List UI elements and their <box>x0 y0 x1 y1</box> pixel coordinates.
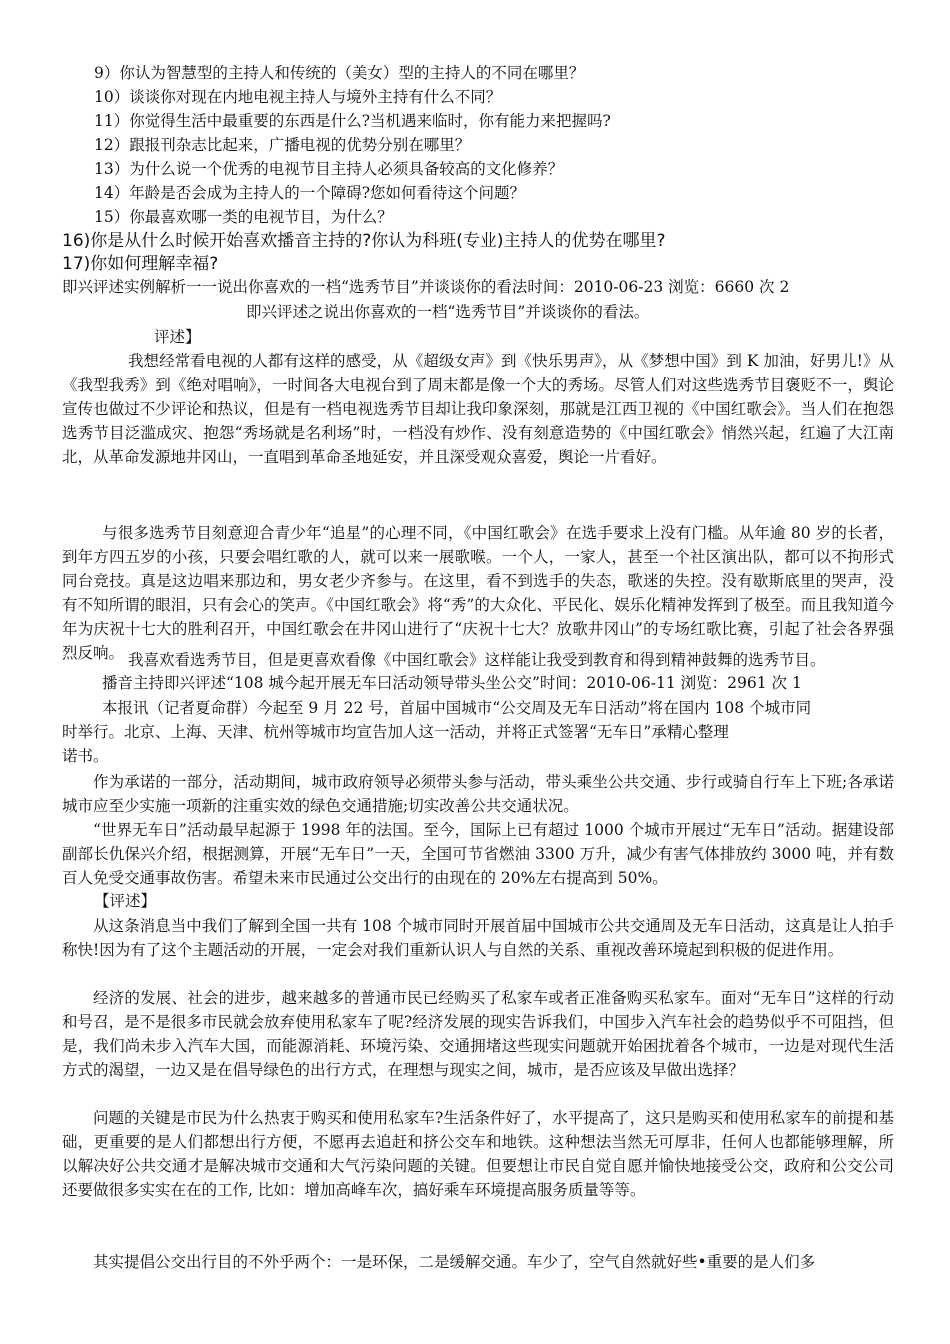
article2-paragraph-4: 其实提倡公交出行目的不外乎两个：一是环保，二是缓解交通。车少了，空气自然就好些•重要的是人们多 <box>93 1253 816 1271</box>
article1-paragraph-2: 与很多选秀节目刻意迎合青少年“追星”的心理不同，《中国红歌会》在选手要求上没有门槛。从年逾 80 岁的长者，到年方四五岁的小孩，只要会唱红歌的人，就可以来一展歌喉。一个人，一家人，甚至一个社区演出队，都可以不拘形式同台竞技。真是这边唱来那边和，男女老少齐参与。在这里，看不到选手的失态，歌迷的失控。没有歇斯底里的哭声，没有不知所谓的眼泪，只有会心的笑声。《中国红歌会》将“秀”的大众化、平民化、娱乐化精神发挥到了极至。而且我知道今年为庆祝十七大的胜利召开，中国红歌会在井冈山进行了“庆祝十七大？放歌井冈山”的专场红歌比赛，引起了社会各界强烈反响。 <box>62 524 894 662</box>
question-13: 13）为什么说一个优秀的电视节目主持人必须具备较高的文化修养？ <box>94 160 564 178</box>
question-11: 11）你觉得生活中最重要的东西是什么?当机遇来临时，你有能力来把握吗? <box>94 112 611 130</box>
question-15: 15）你最喜欢哪一类的电视节目，为什么？ <box>94 208 393 226</box>
article1-paragraph-1: 我想经常看电视的人都有这样的感受，从《超级女声》到《快乐男声》，从《梦想中国》到 K 加油，好男儿!》从《我型我秀》到《绝对唱响》，一时间各大电视台到了周末都是像一个大的秀场。尽管人们对这些选秀节目褒贬不一，舆论宣传也做过不少评论和热议，但是有一档电视选秀节目却让我印象深刻，那就是江西卫视的《中国红歌会》。当人们在抱怨选秀节目泛滥成灾、抱怨“秀场就是名利场”时，一档没有炒作、没有刻意造势的《中国红歌会》悄然兴起，红遍了大江南北，从革命发源地井冈山，一直唱到革命圣地延安，并且深受观众喜爱，舆论一片看好。 <box>62 352 894 466</box>
article2-header: 播音主持即兴评述“108 城今起开展无车曰活动领导带头坐公交”时间：2010-06-11 浏览：2961 次 1 <box>102 674 802 692</box>
article2-paragraph-2: 经济的发展、社会的进步，越来越多的普通市民已经购买了私家车或者正准备购买私家车。面对“无车日”这样的行动和号召，是不是很多市民就会放弃使用私家车了呢?经济发展的现实告诉我们，中国步入汽车社会的趋势似乎不可阻挡，但是，我们尚未步入汽车大国，而能源消耗、环境污染、交通拥堵这些现实问题就开始困扰着各个城市，一边是对现代生活方式的渴望，一边又是在倡导绿色的出行方式，在理想与现实之间，城市，是否应该及早做出选择？ <box>62 989 894 1079</box>
question-12: 12）跟报刊杂志比起来，广播电视的优势分别在哪里？ <box>94 136 471 154</box>
question-16: 16)你是从什么时候开始喜欢播音主持的?你认为科班(专业)主持人的优势在哪里? <box>62 231 666 251</box>
article2-news-line-1: 本报讯（记者夏命群）今起至 9 月 22 号，首届中国城市“公交周及无车日活动”将在国内 108 个城市同 <box>102 699 812 717</box>
article1-title: 即兴评述之说出你喜欢的一档“选秀节目”并谈谈你的看法。 <box>246 303 650 321</box>
article2-comment-label: 【评述】 <box>94 892 157 910</box>
article1-header: 即兴评述实例解析一一说出你喜欢的一档“选秀节目”并谈谈你的看法时间：2010-06-23 浏览：6660 次 2 <box>62 278 790 296</box>
article1-paragraph-3: 我喜欢看选秀节目，但是更喜欢看像《中国红歌会》这样能让我受到教育和得到精神鼓舞的选秀节目。 <box>128 651 826 669</box>
article2-news-paragraph-2: 作为承诺的一部分，活动期间，城市政府领导必须带头参与活动，带头乘坐公共交通、步行或骑自行车上下班;各承诺城市应至少实施一项新的注重实效的绿色交通措施;切实改善公共交通状况。 <box>62 773 894 815</box>
article2-news-paragraph-3: “世界无车日”活动最早起源于 1998 年的法国。至今，国际上已有超过 1000 个城市开展过“无车日”活动。据建设部副部长仇保兴介绍，根据测算，开展“无车日”一天，全国可节省燃油 3300 万升，减少有害气体排放约 3000 吨，并有数百人免受交通事故伤害。希望未来市民通过公交出行的由现在的 20%左右提高到 50%。 <box>62 821 894 887</box>
article2-paragraph-3: 问题的关键是市民为什么热衷于购买和使用私家车?生活条件好了，水平提高了，这只是购买和使用私家车的前提和基础，更重要的是人们都想出行方便，不愿再去追赶和挤公交车和地铁。这种想法当然无可厚非，任何人也都能够理解，所以解决好公共交通才是解决城市交通和大气污染问题的关键。但要想让市民自觉自愿并愉快地接受公交，政府和公交公司还要做很多实实在在的工作, 比如：增加高峰车次，搞好乘车环境提高服务质量等等。 <box>62 1109 894 1199</box>
question-9: 9）你认为智慧型的主持人和传统的（美女）型的主持人的不同在哪里？ <box>94 64 585 82</box>
article2-news-line-2: 时举行。北京、上海、天津、杭州等城市均宣告加人这一活动，并将正式签署“无车日”承精心整理 <box>62 723 729 741</box>
article2-news-line-3: 诺书。 <box>62 747 109 765</box>
article2-paragraph-1: 从这条消息当中我们了解到全国一共有 108 个城市同时开展首届中国城市公共交通周及无车日活动，这真是让人拍手称快!因为有了这个主题活动的开展，一定会对我们重新认识人与自然的关系、重视改善环境起到积极的促进作用。 <box>62 917 894 959</box>
question-17: 17)你如何理解幸福? <box>62 254 219 274</box>
article1-comment-label: 评述】 <box>154 328 201 346</box>
question-14: 14）年龄是否会成为主持人的一个障碍?您如何看待这个问题？ <box>94 184 526 202</box>
question-10: 10）谈谈你对现在内地电视主持人与境外主持有什么不同？ <box>94 88 502 106</box>
